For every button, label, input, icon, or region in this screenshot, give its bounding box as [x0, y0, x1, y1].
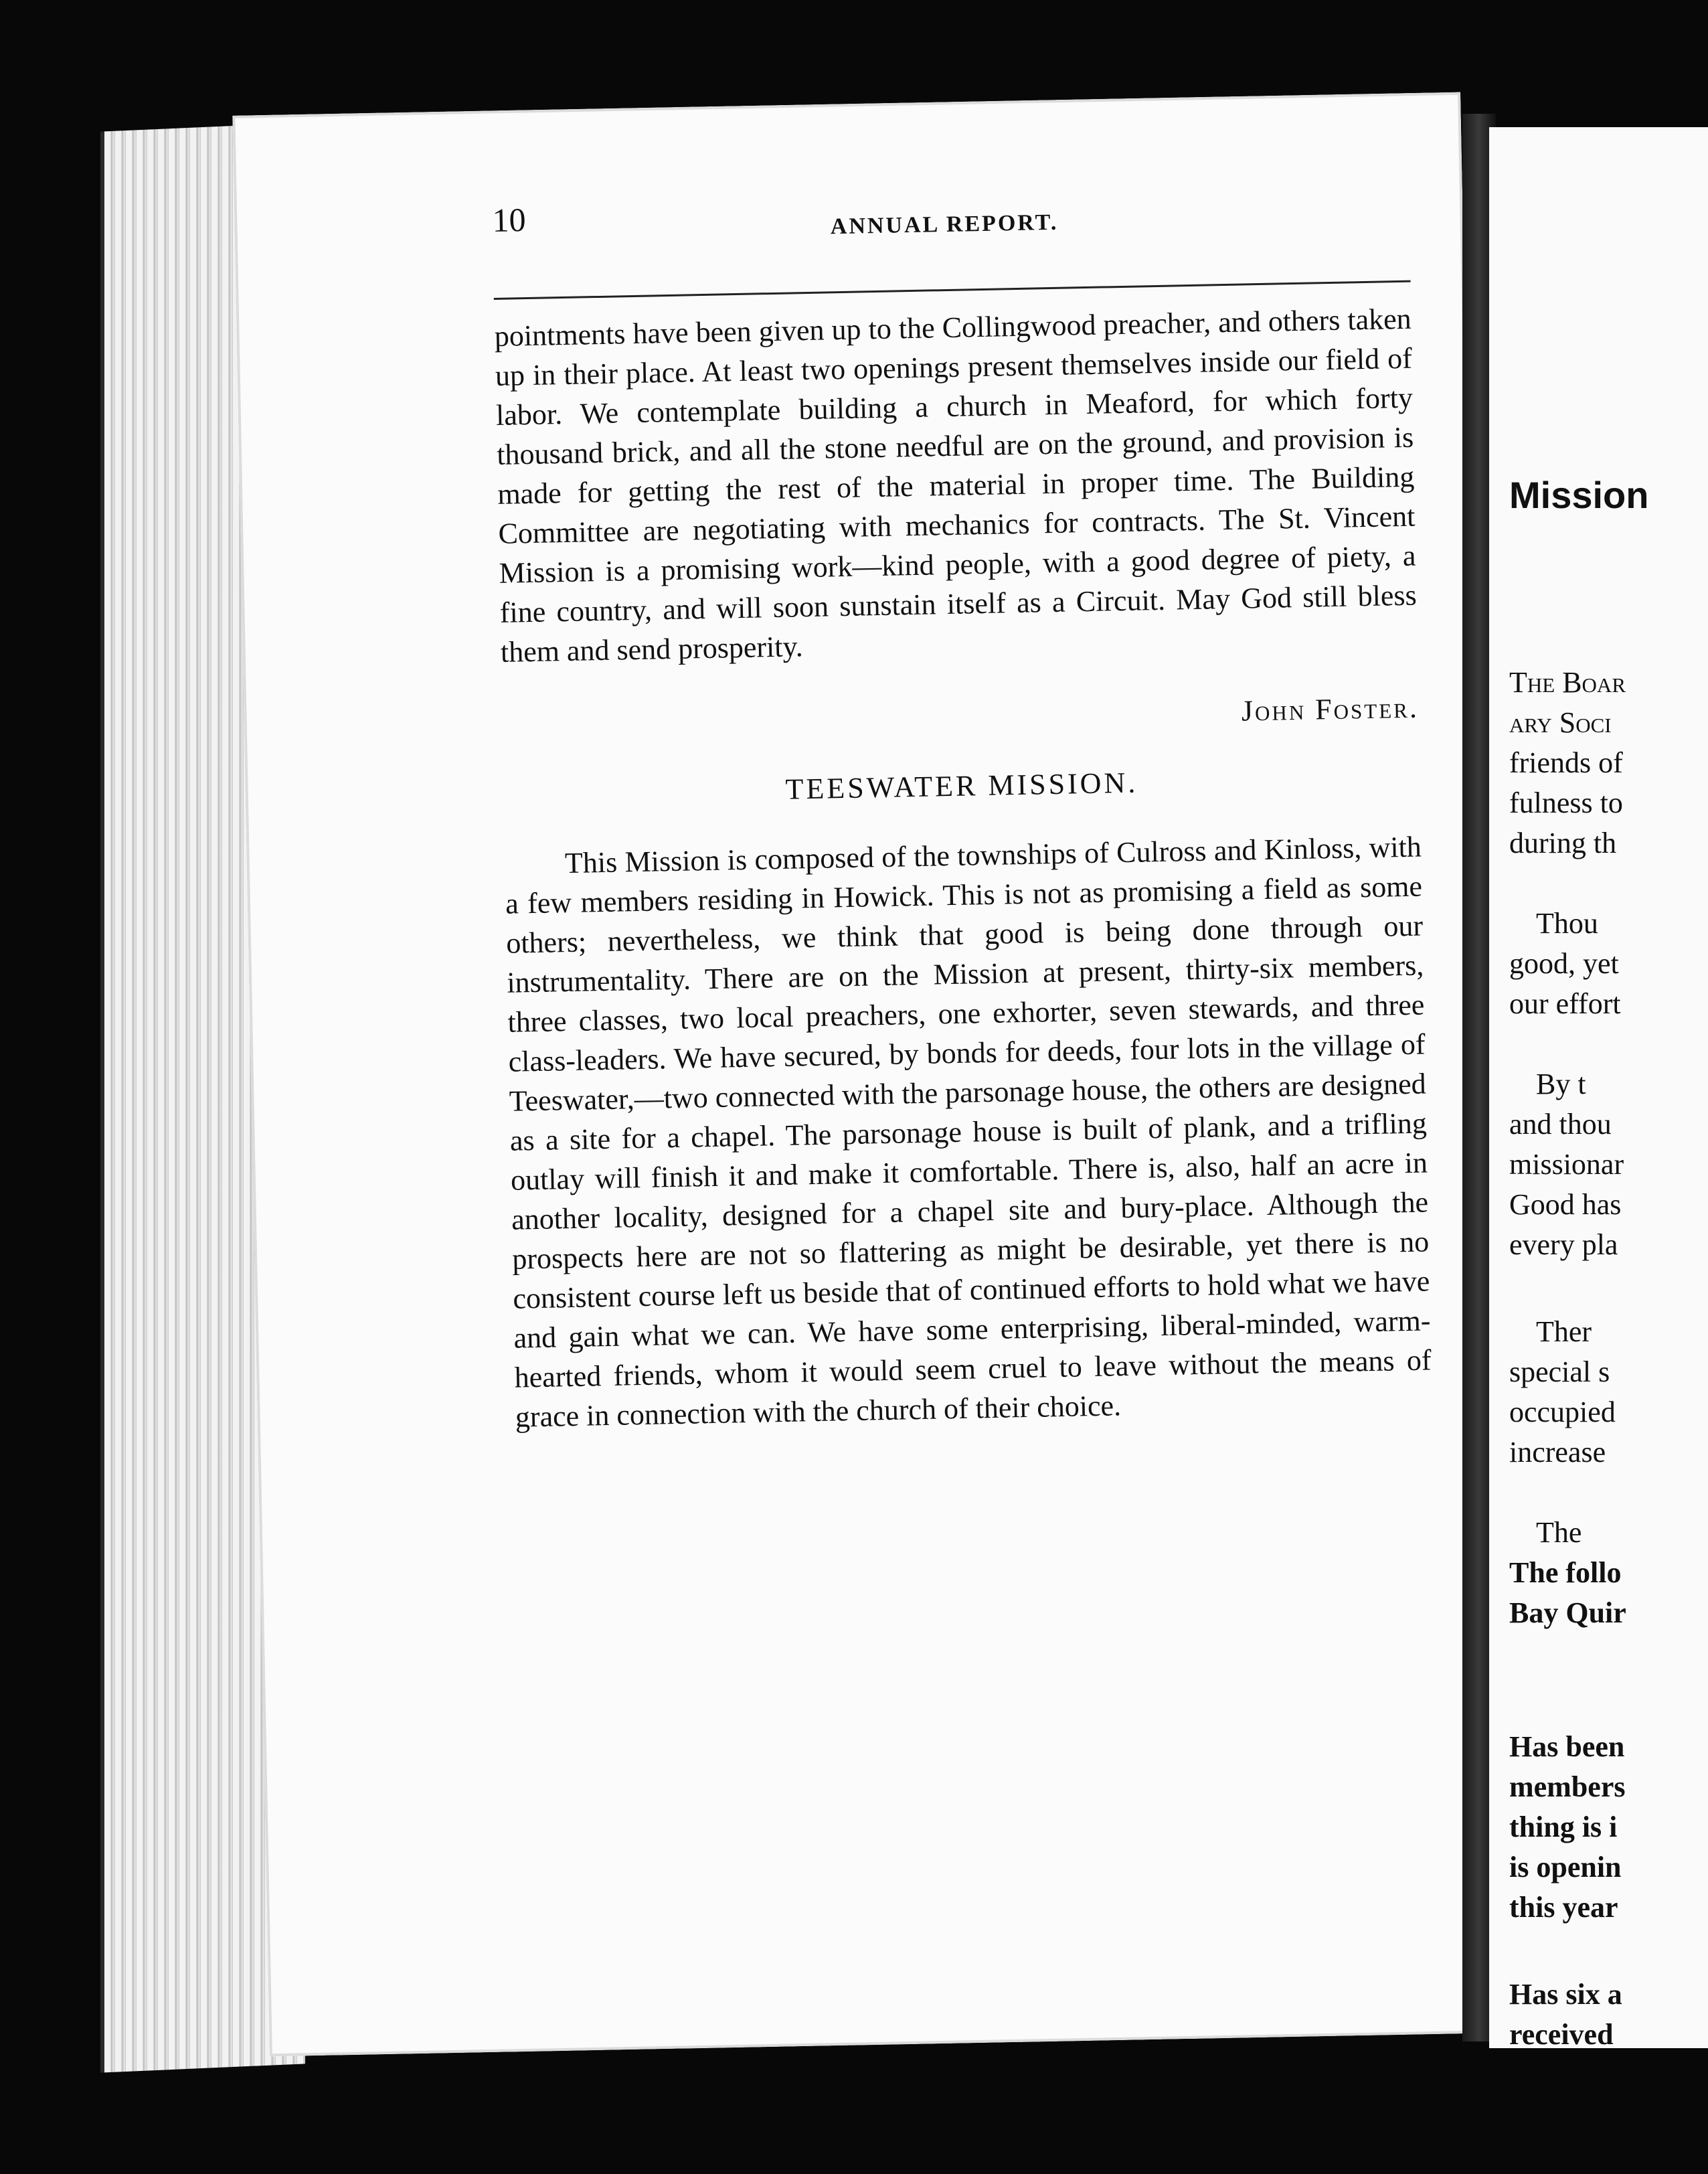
running-head: ANNUAL REPORT.: [830, 210, 1059, 240]
right-line: good, yet: [1509, 947, 1619, 980]
left-page-content: [492, 183, 1432, 1437]
right-line: thing is i: [1509, 1811, 1618, 1843]
right-page: [1489, 127, 1708, 2048]
right-line: increase: [1509, 1436, 1606, 1469]
header-rule: [494, 280, 1411, 300]
right-line: The Boar: [1509, 666, 1626, 699]
section-title: TEESWATER MISSION.: [785, 766, 1138, 806]
right-line: The: [1536, 1516, 1582, 1549]
right-line: By t: [1536, 1068, 1586, 1100]
right-line: The follo: [1509, 1556, 1622, 1589]
right-line: Mission: [1509, 474, 1649, 516]
right-line: our effort: [1509, 987, 1621, 1020]
right-line: Ther: [1536, 1315, 1592, 1348]
right-line: Has six a: [1509, 1978, 1622, 2011]
right-line: this year: [1509, 1891, 1618, 1924]
right-line: Thou: [1536, 907, 1598, 940]
right-line: Bay Quir: [1509, 1596, 1626, 1629]
page-number: 10: [492, 201, 527, 239]
right-line: during th: [1509, 827, 1617, 859]
right-line: Has been: [1509, 1730, 1625, 1763]
right-line: Good has: [1509, 1188, 1622, 1221]
right-line: ary Soci: [1509, 706, 1612, 739]
right-line: and thou: [1509, 1108, 1612, 1141]
signature: John Foster.: [1241, 691, 1420, 728]
right-line: occupied: [1509, 1396, 1616, 1428]
right-line: every pla: [1509, 1228, 1618, 1261]
right-line: received: [1509, 2018, 1614, 2048]
right-line: fulness to: [1509, 786, 1623, 819]
right-line: missionar: [1509, 1148, 1624, 1181]
paragraph-teeswater: This Mission is composed of the townships of Culross and Kinloss, with a few members residing in Howick. This is not as promising a field as some others; nevertheless, we think that good is being done through our instrumentality. There are on the Mission at present, thirty-six members, three classes, two local preachers, one exhorter, seven stewards, and three class-leaders. We have secured, by bonds for deeds, four lots in the village of Teeswater,—two connected with the parsonage house, the others are designed as a site for a chapel. The parsonage house is built of plank, and a trifling outlay will finish it and make it comfortable. There is, also, half an acre in another locality, designed for a chapel site and bury-place. Although the prospects here are not so flattering as might be desirable, yet there is no consistent course left us beside that of continued efforts to hold what we have and gain what we can. We have some enterprising, liberal-minded, warm-hearted friends, whom it would seem cruel to leave without the means of grace in connection with the church of their choice.: [505, 830, 1432, 1434]
right-line: friends of: [1509, 746, 1623, 779]
right-line: special s: [1509, 1355, 1610, 1388]
body-text: [494, 299, 1432, 1437]
right-line: members: [1509, 1770, 1626, 1803]
right-line: is openin: [1509, 1851, 1622, 1884]
paragraph-meaford: pointments have been given up to the Collingwood preacher, and others taken up in their place. At least two openings present themselves inside our field of labor. We contemplate building a church in Meaford, for which forty thousand brick, and all the stone needful are on the ground, and provision is made for getting the rest of the material in proper time. The Building Committee are negotiating with mechanics for contracts. The St. Vincent Mission is a promising work—kind people, with a good degree of piety, a fine country, and will soon sunstain itself as a Circuit. May God still bless them and send prosperity.: [494, 302, 1418, 669]
